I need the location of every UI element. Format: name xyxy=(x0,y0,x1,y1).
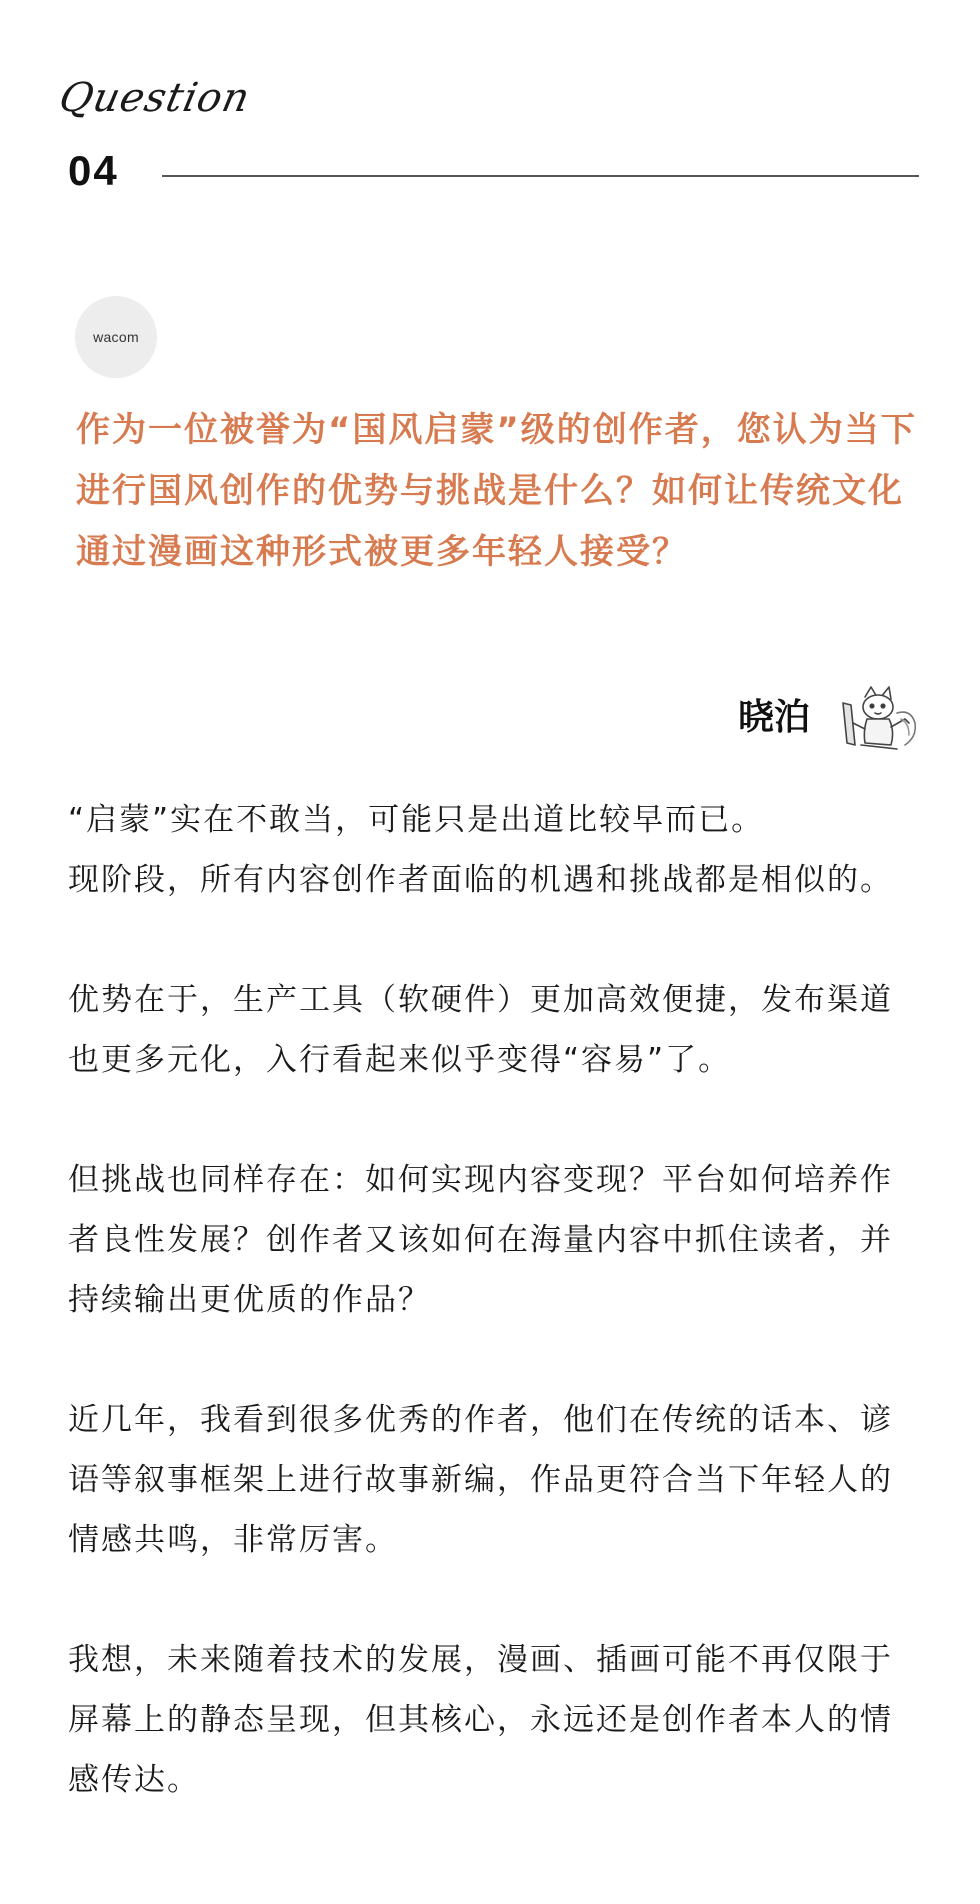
divider-line xyxy=(162,175,919,177)
answer-paragraph: 但挑战也同样存在：如何实现内容变现？平台如何培养作者良性发展？创作者又该如何在海量内容中抓住读者，并持续输出更优质的作品？ xyxy=(68,1162,893,1318)
wacom-logo: wacom xyxy=(93,329,139,345)
answer-paragraph: 优势在于，生产工具（软硬件）更加高效便捷，发布渠道也更多元化，入行看起来似乎变得“容易”了。 xyxy=(68,982,893,1078)
author-avatar-illustration-icon xyxy=(835,683,921,759)
answer-paragraph: “启蒙”实在不敢当，可能只是出道比较早而已。 现阶段，所有内容创作者面临的机遇和挑战都是相似的。 xyxy=(68,802,893,898)
answer-body xyxy=(68,790,924,1870)
wacom-avatar xyxy=(75,296,157,378)
question-script-label: Question xyxy=(55,75,255,121)
author-name: 晓泊 xyxy=(737,697,810,738)
answer-paragraph: 我想，未来随着技术的发展，漫画、插画可能不再仅限于屏幕上的静态呈现，但其核心，永远还是创作者本人的情感传达。 xyxy=(68,1642,893,1798)
question-text: 作为一位被誉为“国风启蒙”级的创作者，您认为当下进行国风创作的优势与挑战是什么？如何让传统文化通过漫画这种形式被更多年轻人接受？ xyxy=(76,410,917,572)
answer-paragraph: 近几年，我看到很多优秀的作者，他们在传统的话本、谚语等叙事框架上进行故事新编，作品更符合当下年轻人的情感共鸣，非常厉害。 xyxy=(68,1402,893,1558)
question-number: 04 xyxy=(68,147,119,194)
